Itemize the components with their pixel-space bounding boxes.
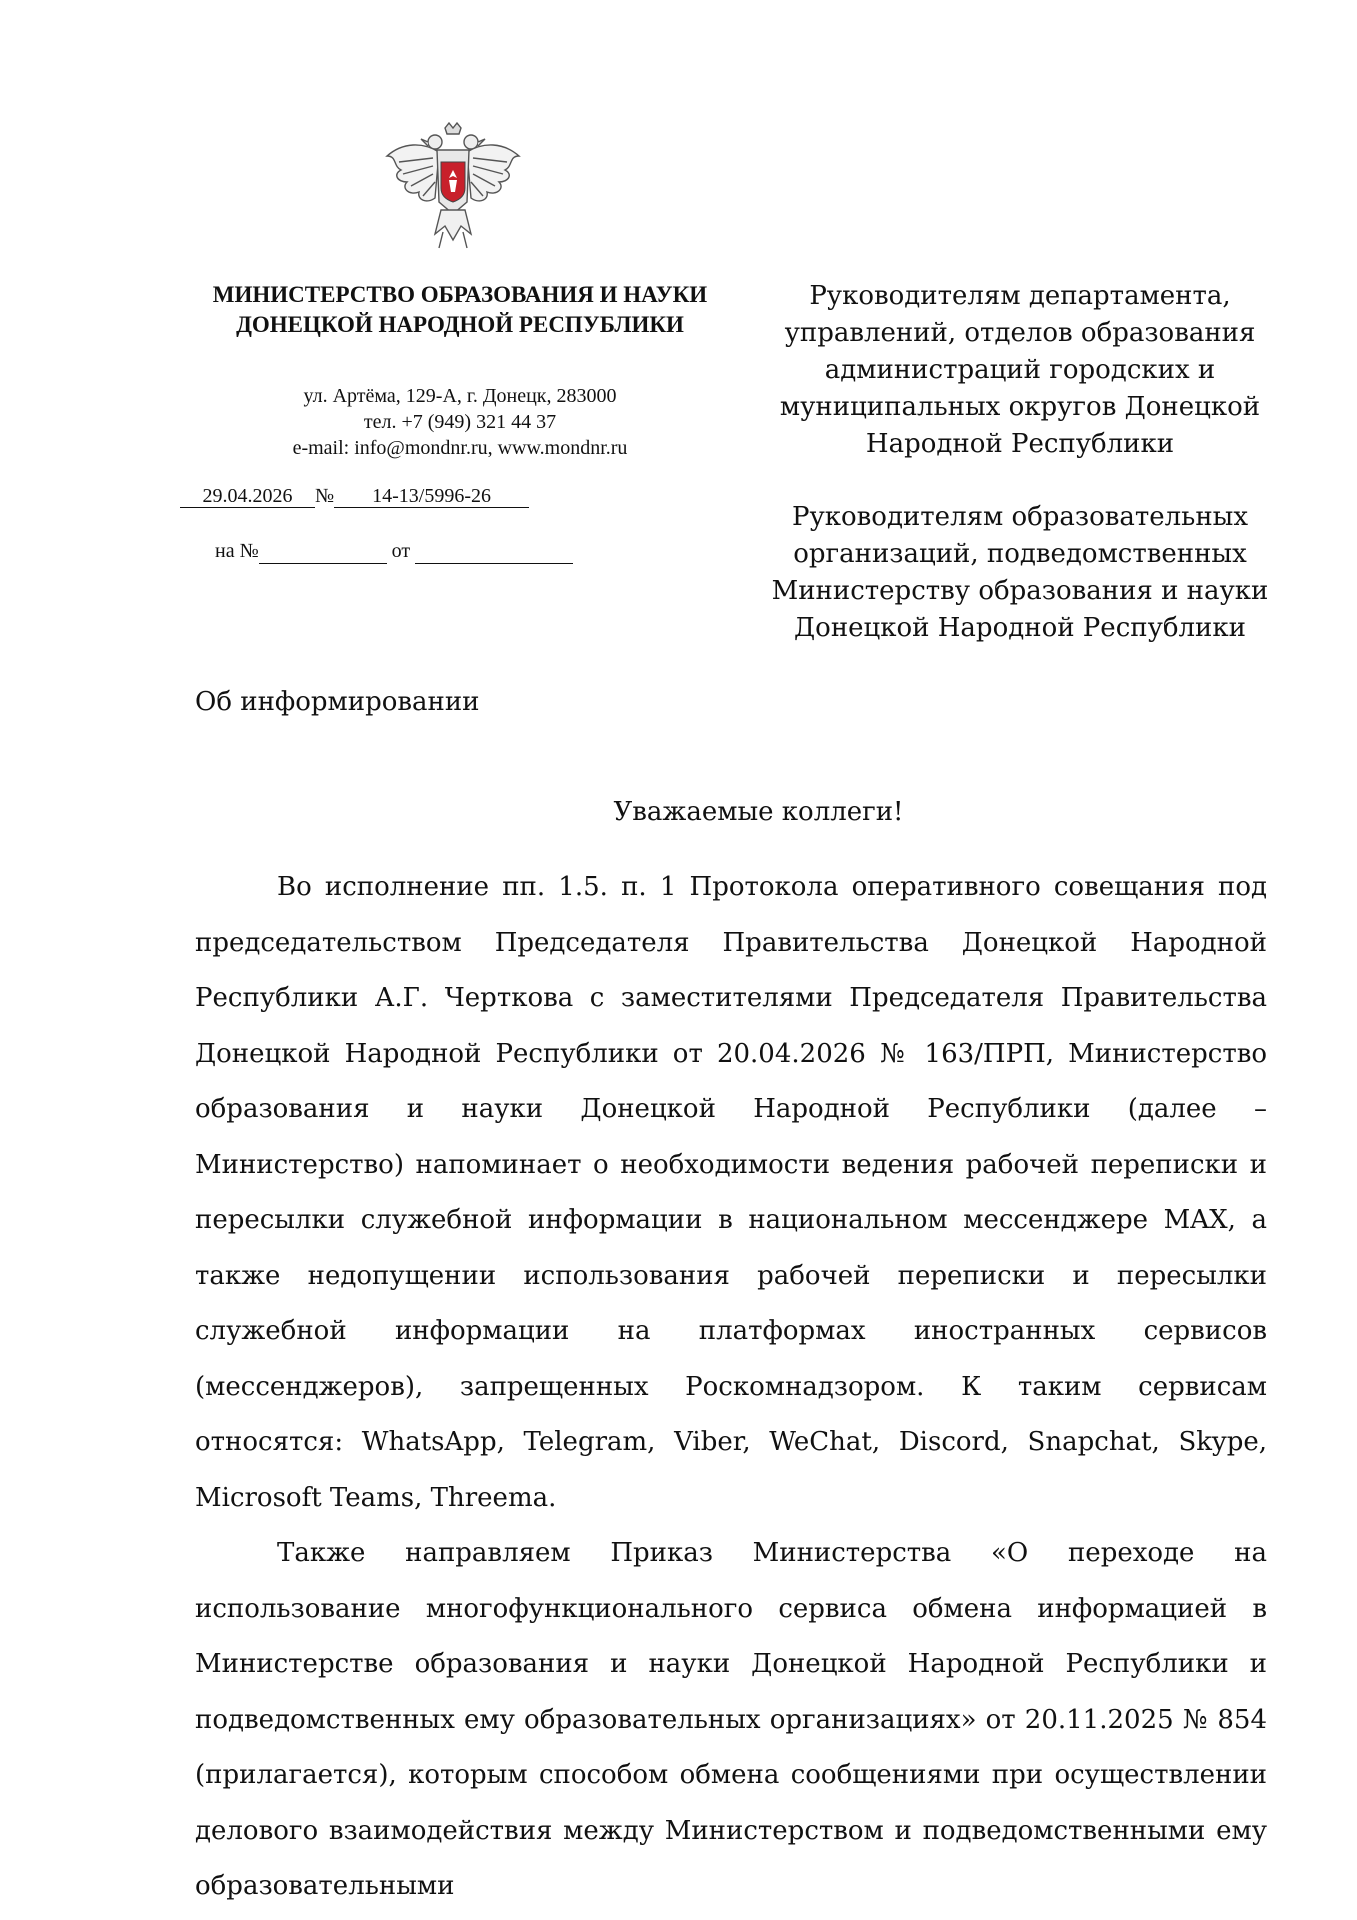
document-number: 14-13/5996-26 <box>334 485 529 508</box>
addressee-line: Руководителям образовательных <box>791 502 1249 532</box>
number-sign: № <box>315 485 335 507</box>
body-paragraph-2: Также направляем Приказ Министерства «О переходе на использование многофункционального сервиса обмена информацией в Министерстве образования и науки Донецкой Народной Республики и подведомственных ему образовательных организациях» от 20.11.2025 № 854 (прилагается), которым способом обмена сообщениями при осуществлении делового взаимодействия между Министерством и подведомственными ему образовательными <box>195 1538 1267 1901</box>
phone-text: тел. +7 (949) 321 44 37 <box>363 411 557 433</box>
coat-of-arms-emblem <box>383 122 523 252</box>
addressee-block-2 <box>760 499 1280 647</box>
greeting: Уважаемые коллеги! <box>613 797 904 827</box>
document-date: 29.04.2026 <box>180 485 315 508</box>
body-paragraph-1: Во исполнение пп. 1.5. п. 1 Протокола оперативного совещания под председательством Председателя Правительства Донецкой Народной Республики А.Г. Черткова с заместителями Председателя Правительства Донецкой Народной Республики от 20.04.2026 № 163/ПРП, Министерство образования и науки Донецкой Народной Республики (далее – Министерство) напоминает о необходимости ведения рабочей переписки и пересылки служебной информации в национальном мессенджере MAX, а также недопущении использования рабочей переписки и пересылки служебной информации на платформах иностранных сервисов (мессенджеров), запрещенных Роскомнадзором. К таким сервисам относятся: WhatsApp, Telegram, Viber, WeChat, Discord, Snapchat, Skype, Microsoft Teams, Threema. <box>195 872 1267 1513</box>
addressee-line: администраций городских и <box>824 355 1216 385</box>
ref-date-blank <box>415 543 573 564</box>
reference-line <box>215 538 655 564</box>
subject-line: Об информировании <box>195 687 480 717</box>
registration-line <box>180 483 620 509</box>
contact-block <box>180 383 740 461</box>
ref-number-blank <box>259 543 387 564</box>
addressee-line: Руководителям департамента, <box>809 281 1231 311</box>
address-text: ул. Артёма, 129-А, г. Донецк, 283000 <box>303 385 617 407</box>
addressee-line: управлений, отделов образования <box>784 318 1256 348</box>
ref-from: от <box>391 540 411 562</box>
addressee-block-1 <box>760 278 1280 463</box>
addressee-line: организаций, подведомственных <box>793 539 1247 569</box>
ministry-name <box>180 280 740 340</box>
email-text: e-mail: info@mondnr.ru, www.mondnr.ru <box>292 437 628 459</box>
addressee-line: Донецкой Народной Республики <box>794 613 1246 643</box>
letter-body <box>195 860 1267 1915</box>
addressee-line: Народной Республики <box>865 429 1175 459</box>
addressee-line: муниципальных округов Донецкой <box>779 392 1261 422</box>
org-line-1: МИНИСТЕРСТВО ОБРАЗОВАНИЯ И НАУКИ <box>212 282 708 307</box>
org-line-2: ДОНЕЦКОЙ НАРОДНОЙ РЕСПУБЛИКИ <box>236 312 684 337</box>
addressee-line: Министерству образования и науки <box>771 576 1269 606</box>
ref-prefix: на № <box>215 540 259 562</box>
